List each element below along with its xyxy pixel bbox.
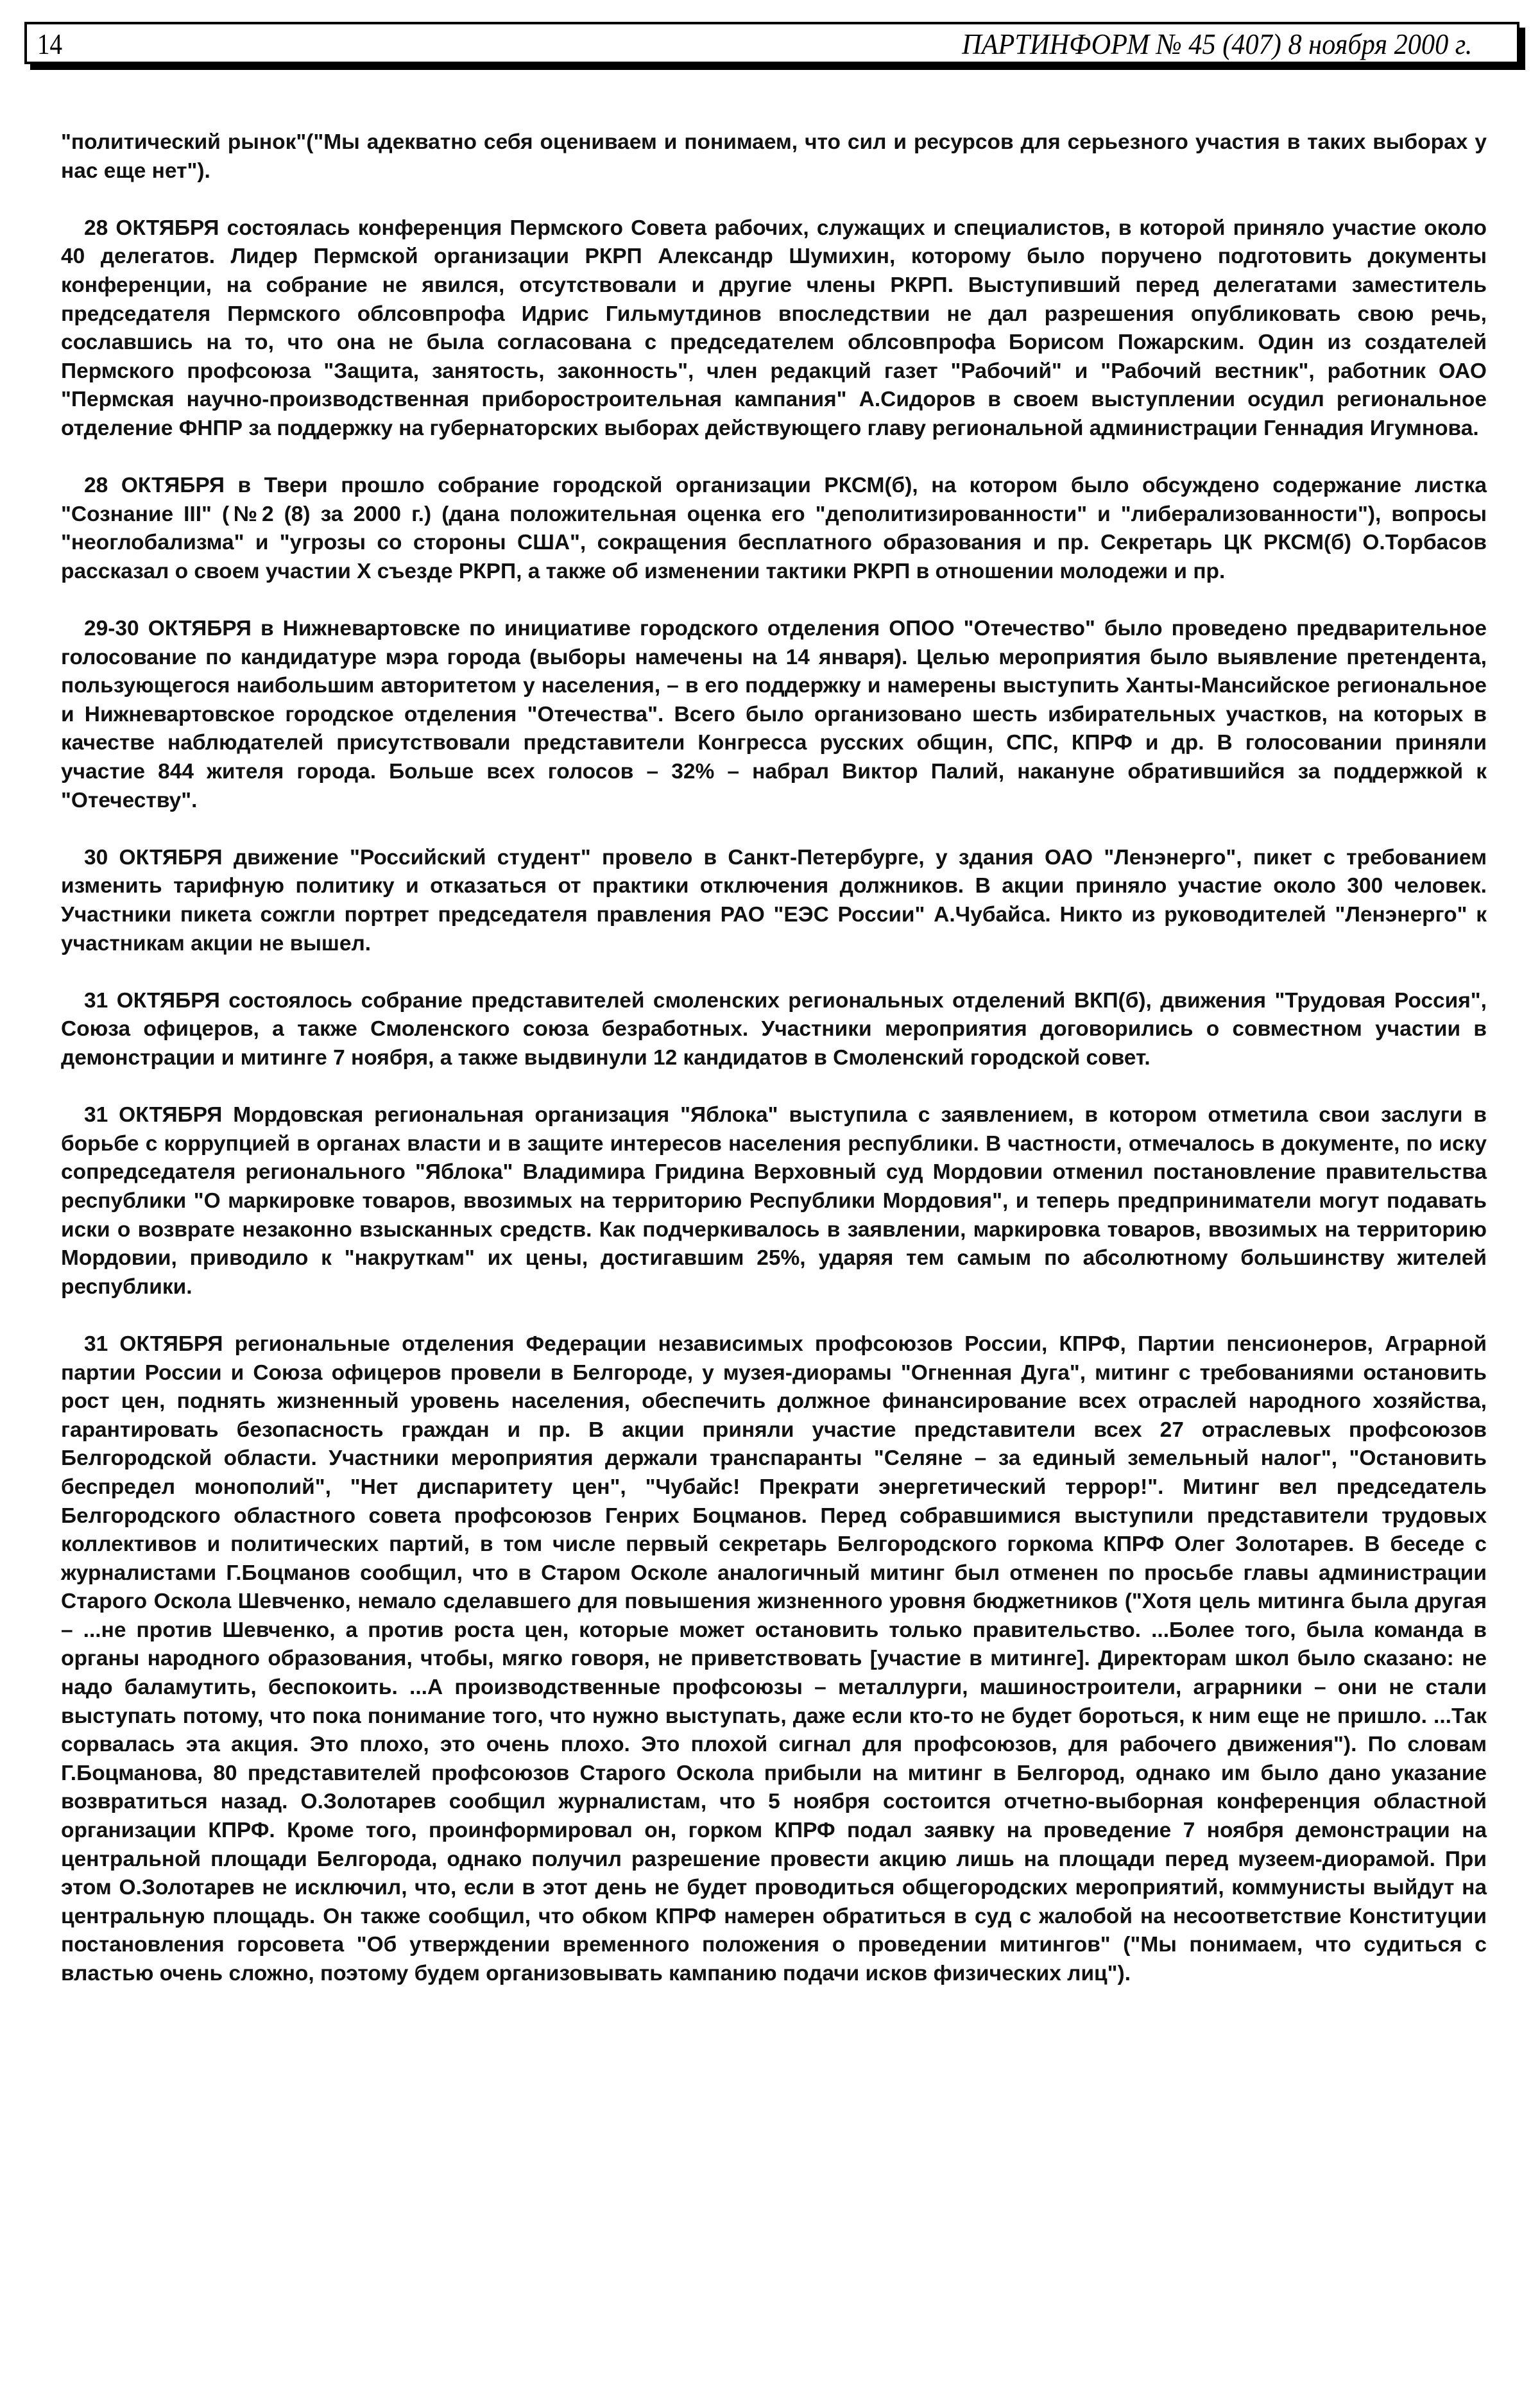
paragraph-text: Мордовская региональная организация "Яблока" выступила с заявлением, в котором отметила свои заслуги в борьбе с коррупцией в органах власти и в защите интересов населения республики. В частности, отмечалось в документе, по иску сопредседателя регионального "Яблока" Владимира Гридина Верховный суд Мордовии отменил постановление правительства республики "О маркировке товаров, ввозимых на территорию Республики Мордовия", и теперь предприниматели могут подавать иски о возврате незаконно взысканных средств. Как подчеркивалось в заявлении, маркировка товаров, ввозимых на территорию Мордовии, приводило к "накруткам" их цены, достигавшим 25%, ударяя тем самым по абсолютному большинству жителей республики. [61,1103,1487,1299]
news-item-belgorod [61,1330,1487,1989]
paragraph-text: "политический рынок"("Мы адекватно себя оцениваем и понимаем, что сил и ресурсов для серьезного участия в таких выборах у нас еще нет"). [61,130,1487,183]
masthead-title: ПАРТИНФОРМ № 45 (407) 8 ноября 2000 г. [961,28,1472,60]
news-item-perm [61,214,1487,443]
news-date: 28 ОКТЯБРЯ [84,216,219,240]
news-date: 29-30 ОКТЯБРЯ [84,617,252,641]
news-item-saint-petersburg [61,844,1487,958]
news-item-mordovia [61,1101,1487,1301]
news-date: 31 ОКТЯБРЯ [84,1103,223,1127]
paragraph-continuation [61,128,1487,185]
paragraph-text: движение "Российский студент" провело в Санкт-Петербурге, у здания ОАО "Ленэнерго", пикет с требованием изменить тарифную политику и отказаться от практики отключения должников. В акции приняло участие около 300 человек. Участники пикета сожгли портрет председателя правления РАО "ЕЭС России" А.Чубайса. Никто из руководителей "Ленэнерго" к участникам акции не вышел. [61,845,1487,955]
page-number: 14 [37,28,63,60]
article-body [61,128,1487,2017]
paragraph-text: региональные отделения Федерации независимых профсоюзов России, КПРФ, Партии пенсионеров, Аграрной партии России и Союза офицеров провели в Белгороде, у музея-диорамы "Огненная Дуга", митинг с требованиями остановить рост цен, поднять жизненный уровень населения, обеспечить должное финансирование всех отраслей народного хозяйства, гарантировать безопасность граждан и пр. В акции приняли участие представители всех 27 отраслевых профсоюзов Белгородской области. Участники мероприятия держали транспаранты "Селяне – за единый земельный налог", "Остановить беспредел монополий", "Нет диспаритету цен", "Чубайс! Прекрати энергетический террор!". Митинг вел председатель Белгородского областного совета профсоюзов Генрих Боцманов. Перед собравшимися выступили представители трудовых коллективов и политических партий, в том числе первый секретарь Белгородского горкома КПРФ Олег Золотарев. В беседе с журналистами Г.Боцманов сообщил, что в Старом Осколе аналогичный митинг был отменен по просьбе главы администрации Старого Оскола Шевченко, немало сделавшего для повышения жизненного уровня бюджетников ("Хотя цель митинга была другая – ...не против Шевченко, а против роста цен, которые может остановить только правительство. ...Более того, была команда в органы народного образования, чтобы, мягко говоря, не приветствовать [участие в митинге]. Директорам школ было сказано: не надо баламутить, беспокоить. ...А производственные профсоюзы – металлурги, машиностроители, аграрники – они не стали выступать потому, что пока понимание того, что нужно выступать, даже если кто-то не будет бороться, к ним еще не пришло. ...Так сорвалась эта акция. Это плохо, это очень плохо. Это плохой сигнал для профсоюзов, для рабочего движения"). По словам Г.Боцманова, 80 представителей профсоюзов Старого Оскола прибыли на митинг в Белгород, однако им было дано указание возвратиться назад. О.Золотарев сообщил журналистам, что 5 ноября состоится отчетно-выборная конференция областной организации КПРФ. Кроме того, проинформировал он, горком КПРФ подал заявку на проведение 7 ноября демонстрации на центральной площади Белгорода, однако получил разрешение провести акцию лишь на площади перед музеем-диорамой. При этом О.Золотарев не исключил, что, если в этот день не будет проводиться общегородских мероприятий, коммунисты выйдут на центральную площадь. Он также сообщил, что обком КПРФ намерен обратиться в суд с жалобой на несоответствие Конституции постановления горсовета "Об утверждении временного положения о проведении митингов" ("Мы понимаем, что судиться с властью очень сложно, поэтому будем организовывать кампанию подачи исков физических лиц"). [61,1332,1487,1985]
news-item-nizhnevartovsk [61,615,1487,815]
news-item-tver [61,472,1487,586]
paragraph-text: состоялась конференция Пермского Совета рабочих, служащих и специалистов, в которой приняло участие около 40 делегатов. Лидер Пермской организации РКРП Александр Шумихин, которому было поручено подготовить документы конференции, на собрание не явился, отсутствовали и другие члены РКРП. Выступивший перед делегатами заместитель председателя Пермского облсовпрофа Идрис Гильмутдинов впоследствии не дал разрешения опубликовать свою речь, сославшись на то, что она не была согласована с председателем облсовпрофа Борисом Пожарским. Один из создателей Пермского профсоюза "Защита, занятость, законность", член редакций газет "Рабочий" и "Рабочий вестник", работник ОАО "Пермская научно-производственная приборостроительная кампания" А.Сидоров в своем выступлении осудил региональное отделение ФНПР за поддержку на губернаторских выборах действующего главу региональной администрации Геннадия Игумнова. [61,216,1487,440]
news-date: 31 ОКТЯБРЯ [84,1332,223,1356]
news-date: 28 ОКТЯБРЯ [84,474,225,498]
paragraph-text: в Твери прошло собрание городской организации РКСМ(б), на котором было обсуждено содержание листка "Сознание III" (№2 (8) за 2000 г.) (дана положительная оценка его "деполитизированности" и "либерализованности"), вопросы "неоглобализма" и "угрозы со стороны США", сокращения бесплатного образования и пр. Секретарь ЦК РКСМ(б) О.Торбасов рассказал о своем участии Х съезде РКРП, а также об изменении тактики РКРП в отношении молодежи и пр. [61,474,1487,583]
paragraph-text: в Нижневартовске по инициативе городского отделения ОПОО "Отечество" было проведено предварительное голосование по кандидатуре мэра города (выборы намечены на 14 января). Целью мероприятия было выявление претендента, пользующегося наибольшим авторитетом у населения, – в его поддержку и намерены выступить Ханты-Мансийское региональное и Нижневартовское городское отделения "Отечества". Всего было организовано шесть избирательных участков, на которых в качестве наблюдателей присутствовали представители Конгресса русских общин, СПС, КПРФ и др. В голосовании приняли участие 844 жителя города. Больше всех голосов – 32% – набрал Виктор Палий, накануне обратившийся за поддержкой к "Отечеству". [61,617,1487,812]
news-item-smolensk [61,987,1487,1073]
news-date: 31 ОКТЯБРЯ [84,988,220,1013]
paragraph-text: состоялось собрание представителей смоленских региональных отделений ВКП(б), движения "Трудовая Россия", Союза офицеров, а также Смоленского союза безработных. Участники мероприятия договорились о совместном участии в демонстрации и митинге 7 ноября, а также выдвинули 12 кандидатов в Смоленский городской совет. [61,988,1487,1070]
page-header [24,22,1519,64]
news-date: 30 ОКТЯБРЯ [84,845,223,870]
